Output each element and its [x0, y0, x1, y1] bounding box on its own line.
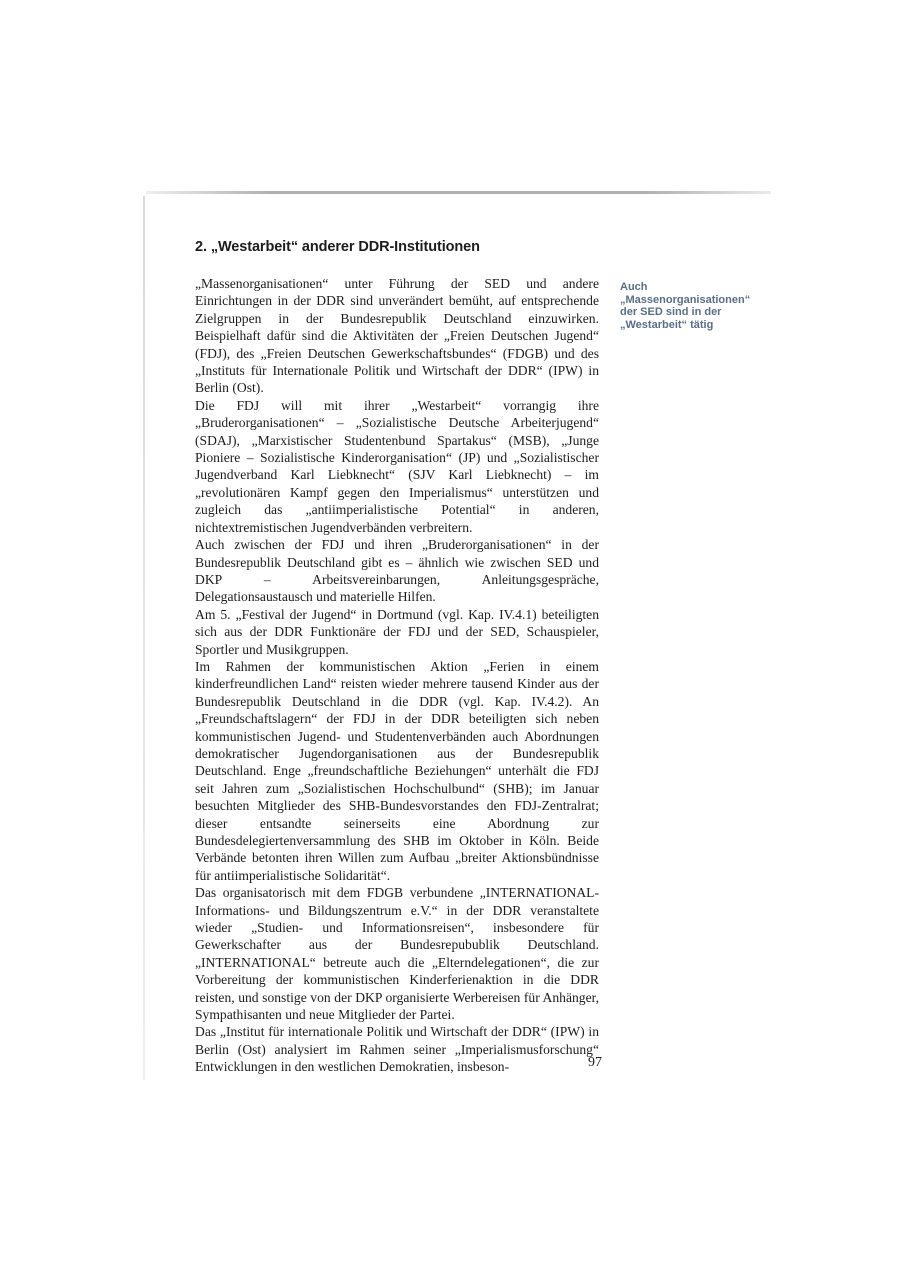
page-top-edge	[146, 191, 771, 194]
paragraph: Das organisatorisch mit dem FDGB verbundene „INTERNATIONAL-Informations- und Bildungszentrum e.V.“ in der DDR veranstaltete wieder „Studien- und Informationsreisen“, insbesondere für Gewerkschafter aus der Bundesrepubublik Deutschland. „INTERNATIONAL“ betreute auch die „Elterndelegationen“, die zur Vorbereitung der kommunistischen Kinderferienaktion in die DDR reisten, und sonstige von der DKP organisierte Werbereisen für Anhänger, Sympathisanten und neue Mitglieder der Partei.	[195, 885, 599, 1023]
paragraph: Am 5. „Festival der Jugend“ in Dortmund (vgl. Kap. IV.4.1) beteiligten sich aus der DDR Funktionäre der FDJ und der SED, Schauspieler, Sportler und Musikgruppen.	[195, 606, 599, 657]
body-text	[195, 275, 599, 1076]
paragraph: „Massenorganisationen“ unter Führung der SED und andere Einrichtungen in der DDR sind unverändert bemüht, auf entsprechende Zielgruppen in der Bundesrepublik Deutschland einzuwirken. Beispielhaft dafür sind die Aktivitäten der „Freien Deutschen Jugend“ (FDJ), des „Freien Deutschen Gewerkschaftsbundes“ (FDGB) und des „Instituts für Internationale Politik und Wirtschaft der DDR“ (IPW) in Berlin (Ost).	[195, 276, 599, 396]
paragraph: Das „Institut für internationale Politik und Wirtschaft der DDR“ (IPW) in Berlin (Ost) analysiert im Rahmen seiner „Imperialismusforschung“ Entwicklungen in den westlichen Demokratien, insbeson-	[195, 1024, 599, 1075]
paragraph: Die FDJ will mit ihrer „Westarbeit“ vorrangig ihre „Bruderorganisationen“ – „Sozialistische Deutsche Arbeiterjugend“ (SDAJ), „Marxistischer Studentenbund Spartakus“ (MSB), „Junge Pioniere – Sozialistische Kinderorganisation“ (JP) und „Sozialistischer Jugendverband Karl Liebknecht“ (SJV Karl Liebknecht) – im „revolutionären Kampf gegen den Imperialismus“ unterstützen und zugleich das „antiimperialistische Potential“ in anderen, nichtextremistischen Jugendverbänden verbreitern.	[195, 397, 599, 535]
margin-note: Auch „Massenorganisationen“ der SED sind in der „Westarbeit“ tätig	[620, 281, 751, 331]
paragraph: Auch zwischen der FDJ und ihren „Bruderorganisationen“ in der Bundesrepublik Deutschland gibt es – ähnlich wie zwischen SED und DKP – Arbeitsvereinbarungen, Anleitungsgespräche, Delegationsaustausch und materielle Hilfen.	[195, 537, 599, 605]
page-number: 97	[588, 1055, 602, 1070]
paragraph: Im Rahmen der kommunistischen Aktion „Ferien in einem kinderfreundlichen Land“ reisten wieder mehrere tausend Kinder aus der Bundesrepublik Deutschland in die DDR (vgl. Kap. IV.4.2). An „Freundschaftslagern“ der FDJ in der DDR beteiligten sich neben kommunistischen Jugend- und Studentenverbänden auch Abordnungen demokratischer Jugendorganisationen aus der Bundesrepublik Deutschland. Enge „freundschaftliche Beziehungen“ unterhält die FDJ seit Jahren zum „Sozialistischen Hochschulbund“ (SHB); im Januar besuchten Mitglieder des SHB-Bundesvorstandes den FDJ-Zentralrat; dieser entsandte seinerseits eine Abordnung zur Bundesdelegiertenversammlung des SHB im Oktober in Köln. Beide Verbände betonten ihren Willen zum Aufbau „breiter Aktionsbündnisse für antiimperialistische Solidarität“.	[195, 658, 599, 883]
section-heading: 2. „Westarbeit“ anderer DDR-Institutionen	[195, 239, 480, 255]
page-left-edge	[143, 196, 145, 1080]
